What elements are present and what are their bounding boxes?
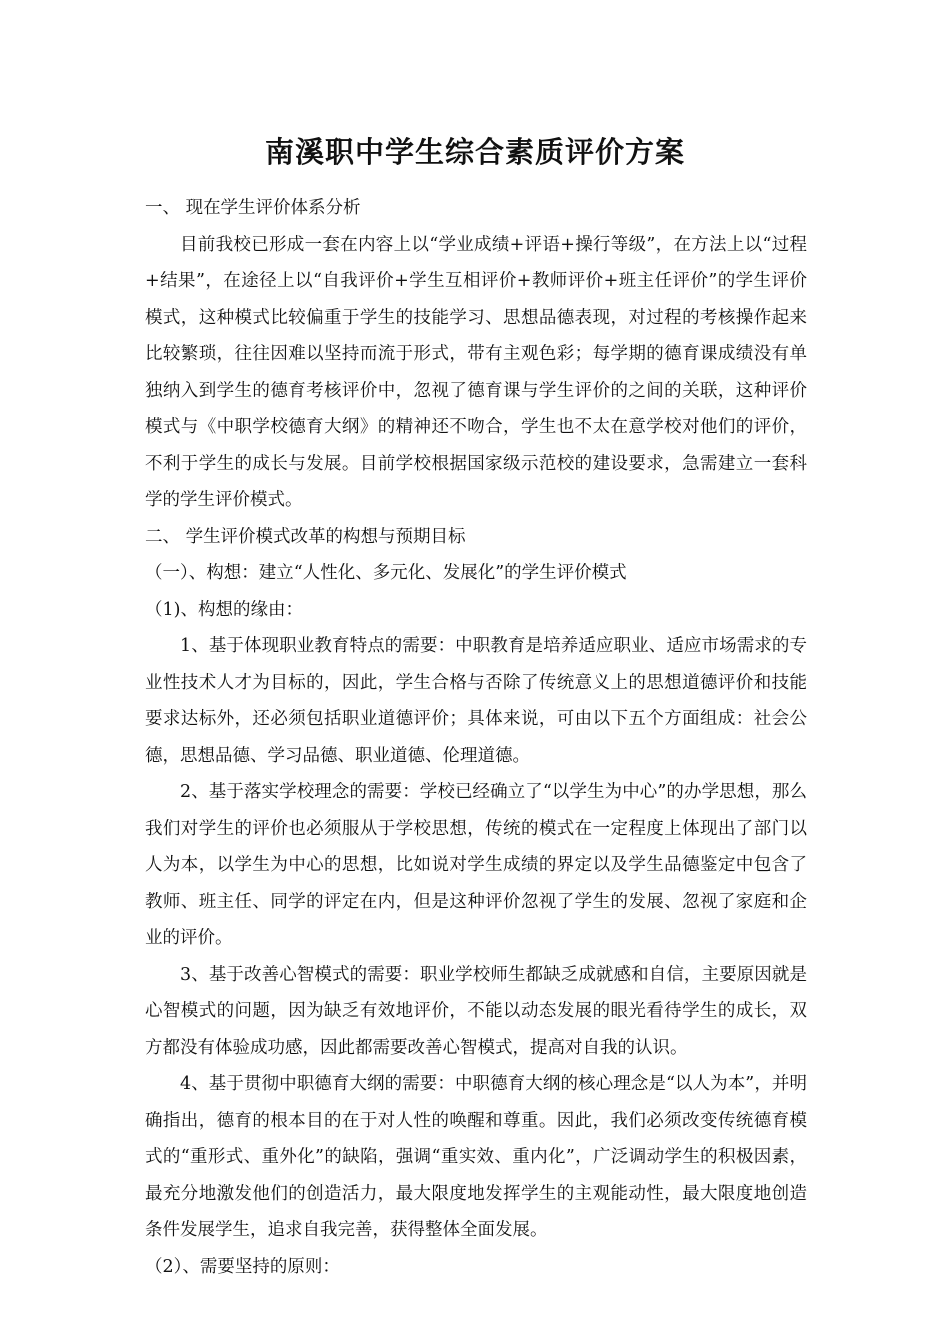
section-heading: （一）、构想：建立“人性化、多元化、发展化”的学生评价模式	[145, 563, 627, 583]
section-heading: 二、 学生评价模式改革的构想与预期目标	[145, 526, 466, 547]
section-heading: （2）、需要坚持的原则：	[145, 1256, 340, 1277]
body-paragraph: 3、基于改善心智模式的需要：职业学校师生都缺乏成就感和自信，主要原因就是心智模式的问题，因为缺乏有效地评价，不能以动态发展的眼光看待学生的成长，双方都没有体验成功感，因此都需要改善心智模式，提高对自我的认识。	[145, 964, 807, 1058]
section-heading: 一、 现在学生评价体系分析	[145, 198, 361, 218]
document-body	[145, 190, 807, 1285]
body-paragraph: 4、基于贯彻中职德育大纲的需要：中职德育大纲的核心理念是“以人为本”，并明确指出，德育的根本目的在于对人性的唤醒和尊重。因此，我们必须改变传统德育模式的“重形式、重外化”的缺陷，强调“重实效、重内化”，广泛调动学生的积极因素，最充分地激发他们的创造活力，最大限度地发挥学生的主观能动性，最大限度地创造条件发展学生，追求自我完善，获得整体全面发展。	[145, 1074, 807, 1240]
document-title: 南溪职中学生综合素质评价方案	[264, 135, 685, 169]
section-heading: （1)、构想的缘由：	[145, 599, 303, 620]
body-paragraph: 1、基于体现职业教育特点的需要：中职教育是培养适应职业、适应市场需求的专业性技术人才为目标的，因此，学生合格与否除了传统意义上的思想道德评价和技能要求达标外，还必须包括职业道德评价；具体来说，可由以下五个方面组成：社会公德，思想品德、学习品德、职业道德、伦理道德。	[145, 636, 807, 766]
body-paragraph: 2、基于落实学校理念的需要：学校已经确立了“以学生为中心”的办学思想，那么我们对学生的评价也必须服从于学校思想，传统的模式在一定程度上体现出了部门以人为本，以学生为中心的思想，比如说对学生成绩的界定以及学生品德鉴定中包含了教师、班主任、同学的评定在内，但是这种评价忽视了学生的发展、忽视了家庭和企业的评价。	[145, 782, 807, 948]
body-paragraph: 目前我校已形成一套在内容上以“学业成绩+评语+操行等级”，在方法上以“过程+结果”，在途径上以“自我评价+学生互相评价+教师评价+班主任评价”的学生评价模式，这种模式比较偏重于学生的技能学习、思想品德表现，对过程的考核操作起来比较繁琐，往往因难以坚持而流于形式，带有主观色彩；每学期的德育课成绩没有单独纳入到学生的德育考核评价中，忽视了德育课与学生评价的之间的关联，这种评价模式与《中职学校德育大纲》的精神还不吻合，学生也不太在意学校对他们的评价，不利于学生的成长与发展。目前学校根据国家级示范校的建设要求，急需建立一套科学的学生评价模式。	[145, 234, 807, 510]
